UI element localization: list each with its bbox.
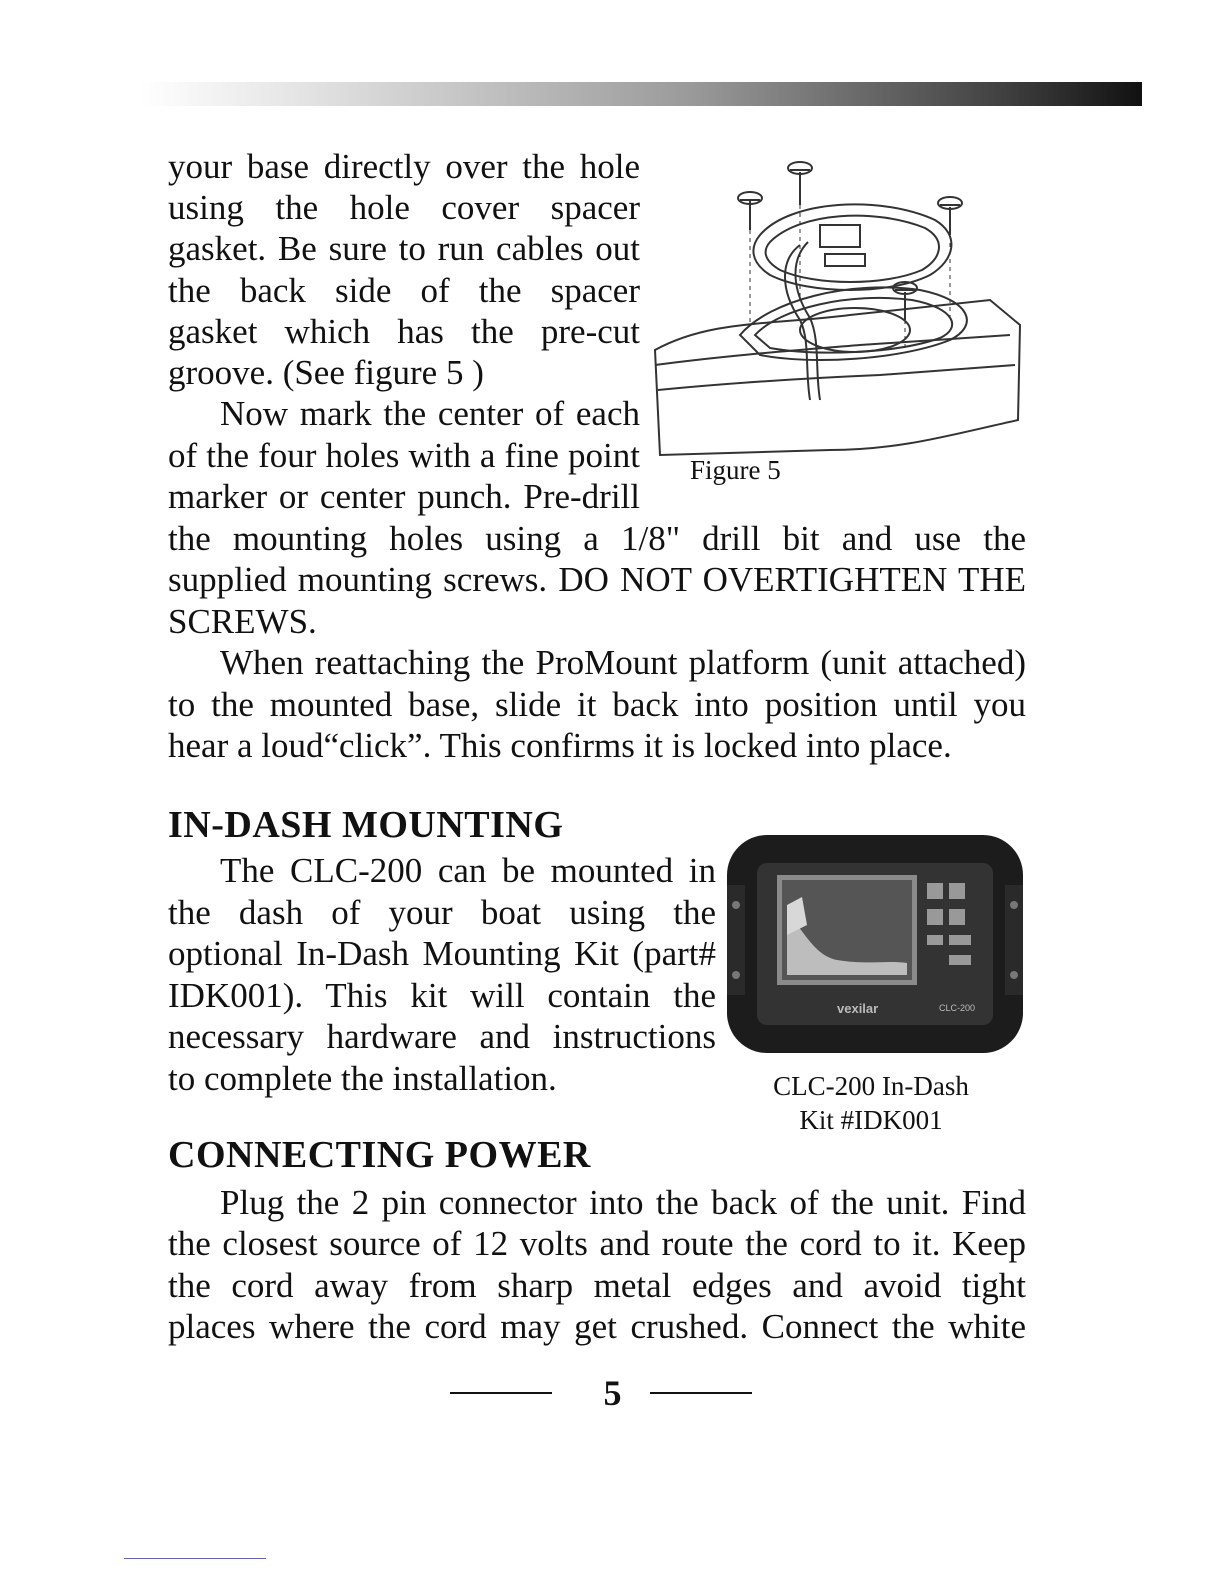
- in-dash-caption-line-1: CLC-200 In-Dash: [773, 1071, 969, 1101]
- body-line: to the mounted base, slide it back into position until you: [168, 685, 1026, 724]
- body-line: When reattaching the ProMount platform (unit attached): [220, 643, 1026, 682]
- body-line: to complete the installation.: [168, 1059, 557, 1098]
- page-number: 5: [603, 1373, 622, 1413]
- body-line: of the four holes with a fine point: [168, 436, 640, 475]
- section-heading-in-dash-mounting: IN-DASH MOUNTING: [168, 804, 564, 846]
- body-line: Plug the 2 pin connector into the back of the unit. Find: [220, 1183, 1026, 1222]
- body-line: the dash of your boat using the: [168, 893, 716, 932]
- body-line: gasket. Be sure to run cables out: [168, 229, 640, 268]
- in-dash-unit-photo: [727, 835, 1023, 1053]
- page-number-rule-right: [650, 1392, 752, 1394]
- body-line: your base directly over the hole: [168, 147, 640, 186]
- body-line: the closest source of 12 volts and route the cord to it. Keep: [168, 1224, 1026, 1263]
- unit-model-label: CLC-200: [939, 1003, 976, 1013]
- body-line: hear a loud“click”. This confirms it is locked into place.: [168, 726, 952, 765]
- body-line: the cord away from sharp metal edges and avoid tight: [168, 1266, 1026, 1305]
- body-line: the back side of the spacer: [168, 271, 640, 310]
- body-line: using the hole cover spacer: [168, 188, 640, 227]
- body-line: places where the cord may get crushed. Connect the white: [168, 1307, 1026, 1346]
- body-line: necessary hardware and instructions: [168, 1017, 716, 1056]
- body-line: marker or center punch. Pre-drill: [168, 477, 640, 516]
- body-line: SCREWS.: [168, 602, 317, 641]
- body-line: IDK001). This kit will contain the: [168, 976, 716, 1015]
- unit-brand-label: vexilar: [837, 1001, 879, 1016]
- figure-5-illustration: [650, 150, 1030, 480]
- header-gradient-bar: [140, 82, 1142, 106]
- in-dash-caption-line-2: Kit #IDK001: [799, 1105, 943, 1135]
- body-line: the mounting holes using a 1/8" drill bit and use the: [168, 519, 1026, 558]
- body-line: The CLC-200 can be mounted in: [220, 851, 716, 890]
- body-line: Now mark the center of each: [220, 394, 640, 433]
- body-line: optional In-Dash Mounting Kit (part#: [168, 934, 716, 973]
- body-line: groove. (See figure 5 ): [168, 353, 484, 392]
- section-heading-connecting-power: CONNECTING POWER: [168, 1134, 591, 1176]
- body-line: gasket which has the pre-cut: [168, 312, 640, 351]
- body-line: supplied mounting screws. DO NOT OVERTIGHTEN THE: [168, 560, 1026, 599]
- bottom-link-underline: [124, 1558, 266, 1559]
- figure-5-caption: Figure 5: [690, 455, 781, 485]
